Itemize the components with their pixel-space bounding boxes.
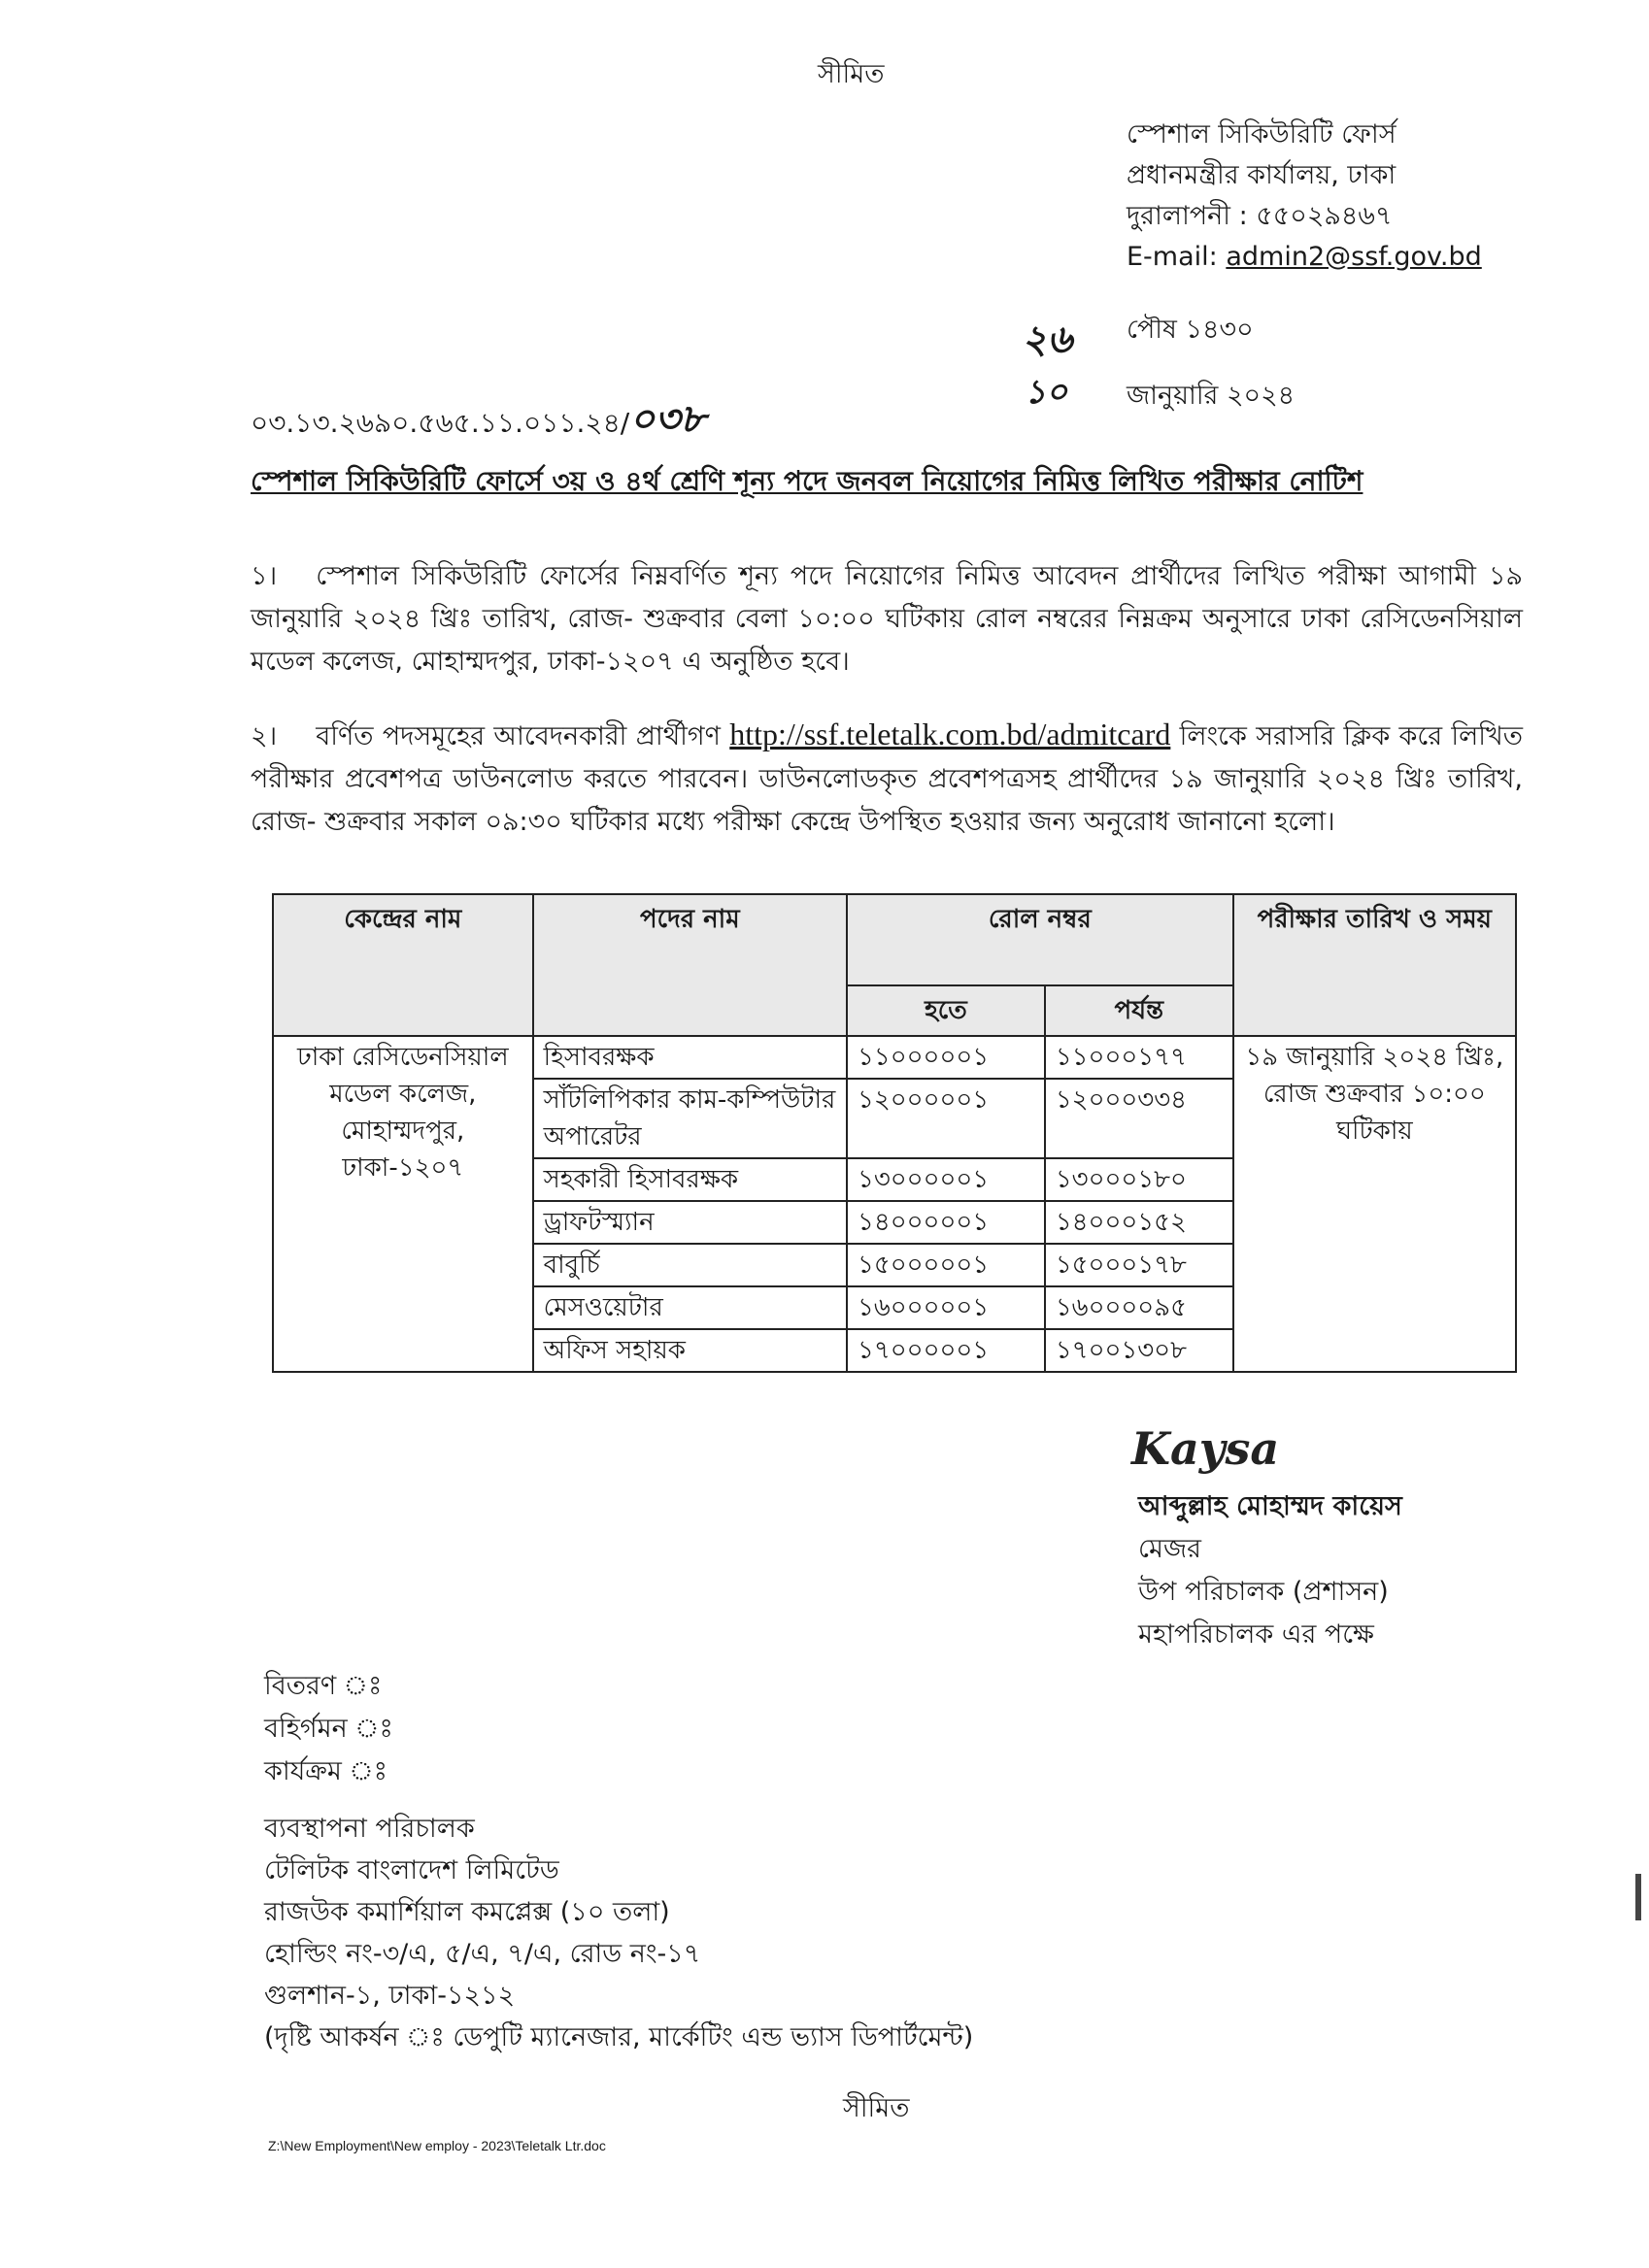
classification-bottom: সীমিত: [843, 2093, 910, 2123]
paragraph-1-number: ১।: [251, 561, 278, 591]
header-roll-to: পর্যন্ত: [1045, 985, 1233, 1036]
sender-email-line: [1127, 237, 1482, 278]
outgoing-line: বহির্গমন ঃ: [264, 1714, 393, 1744]
distribution-block: [264, 1665, 393, 1793]
email-label: E-mail:: [1127, 242, 1227, 272]
signatory-name: আব্দুল্লাহ মোহাম্মদ কায়েস: [1138, 1491, 1402, 1521]
roll-to-cell: ১৫০০০১৭৮: [1045, 1244, 1233, 1286]
roll-to-cell: ১২০০০৩৩৪: [1045, 1079, 1233, 1158]
post-cell: ড্রাফটস্ম্যান: [533, 1201, 847, 1244]
file-path: Z:\New Employment\New employ - 2023\Teletalk Ltr.doc: [268, 2138, 606, 2153]
roll-to-cell: ১৩০০০১৮০: [1045, 1158, 1233, 1201]
handwritten-english-day: ১০: [1025, 373, 1068, 412]
roll-to-cell: ১১০০০১৭৭: [1045, 1036, 1233, 1079]
table-row: [273, 1036, 1516, 1079]
roll-to-cell: ১৬০০০০৯৫: [1045, 1286, 1233, 1329]
paragraph-2: [251, 713, 1523, 844]
paragraph-1-text: স্পেশাল সিকিউরিটি ফোর্সের নিম্নবর্ণিত শূন্য পদে নিয়োগের নিমিত্ত আবেদন প্রার্থীদের লিখিত পরীক্ষা আগামী ১৯ জানুয়ারি ২০২৪ খ্রিঃ তারিখ, রোজ- শুক্রবার বেলা ১০:০০ ঘটিকায় রোল নম্বরের নিম্নক্রম অনুসারে ঢাকা রেসিডেনসিয়াল মডেল কলেজ, মোহাম্মদপুর, ঢাকা-১২০৭ এ অনুষ্ঠিত হবে।: [251, 561, 1523, 677]
post-cell: বাবুর্চি: [533, 1244, 847, 1286]
roll-to-cell: ১৪০০০১৫২: [1045, 1201, 1233, 1244]
recipient-address: [264, 1808, 973, 2058]
recipient-area: গুলশান-১, ঢাকা-১২১২: [264, 1981, 516, 2011]
recipient-attention: (দৃষ্টি আকর্ষন ঃ ডেপুটি ম্যানেজার, মার্কেটিং এন্ড ভ্যাস ডিপার্টমেন্ট): [264, 2022, 974, 2052]
roll-number-table: [272, 893, 1517, 1373]
memo-number-text: ০৩.১৩.২৬৯০.৫৬৫.১১.০১১.২৪/: [251, 407, 630, 439]
bangla-date: পৌষ ১৪৩০: [1127, 315, 1254, 345]
recipient-building: রাজউক কমার্শিয়াল কমপ্লেক্স (১০ তলা): [264, 1897, 670, 1927]
signature-block: [1138, 1485, 1402, 1656]
header-exam-datetime: পরীক্ষার তারিখ ও সময়: [1233, 894, 1516, 1036]
signatory-on-behalf: মহাপরিচালক এর পক্ষে: [1138, 1619, 1374, 1650]
roll-to-cell: ১৭০০১৩০৮: [1045, 1329, 1233, 1372]
sender-block: [1127, 115, 1482, 278]
english-date: জানুয়ারি ২০২৪: [1127, 381, 1296, 411]
memo-number: [251, 388, 705, 453]
header-roll-number: রোল নম্বর: [847, 894, 1233, 985]
roll-from-cell: ১৫০০০০০১: [847, 1244, 1045, 1286]
roll-from-cell: ১৪০০০০০১: [847, 1201, 1045, 1244]
paragraph-2-text-after: লিংকে সরাসরি ক্লিক করে লিখিত পরীক্ষার প্রবেশপত্র ডাউনলোড করতে পারবেন। ডাউনলোডকৃত প্রবেশপত্রসহ প্রার্থীদের ১৯ জানুয়ারি ২০২৪ খ্রিঃ তারিখ, রোজ- শুক্রবার সকাল ০৯:৩০ ঘটিকার মধ্যে পরীক্ষা কেন্দ্রে উপস্থিত হওয়ার জন্য অনুরোধ জানানো হলো।: [251, 721, 1523, 837]
action-line: কার্যক্রম ঃ: [264, 1756, 387, 1786]
post-cell: অফিস সহায়ক: [533, 1329, 847, 1372]
memo-handwritten-suffix: ০৩৮: [629, 396, 706, 442]
recipient-holding: হোল্ডিং নং-৩/এ, ৫/এ, ৭/এ, রোড নং-১৭: [264, 1939, 701, 1969]
email-link[interactable]: admin2@ssf.gov.bd: [1226, 242, 1482, 272]
exam-datetime-cell: ১৯ জানুয়ারি ২০২৪ খ্রিঃ, রোজ শুক্রবার ১০:০০ ঘটিকায়: [1233, 1036, 1516, 1372]
paragraph-2-number: ২।: [251, 721, 278, 751]
distribution-line: বিতরণ ঃ: [264, 1671, 383, 1701]
exam-center-cell: ঢাকা রেসিডেনসিয়াল মডেল কলেজ, মোহাম্মদপুর, ঢাকা-১২০৭: [273, 1036, 533, 1372]
roll-from-cell: ১১০০০০০১: [847, 1036, 1045, 1079]
header-center-name: কেন্দ্রের নাম: [273, 894, 533, 1036]
paragraph-2-text-before: বর্ণিত পদসমূহের আবেদনকারী প্রার্থীগণ: [316, 721, 730, 751]
header-post-name: পদের নাম: [533, 894, 847, 1036]
admit-card-link[interactable]: http://ssf.teletalk.com.bd/admitcard: [729, 717, 1171, 751]
notice-subject: স্পেশাল সিকিউরিটি ফোর্সে ৩য় ও ৪র্থ শ্রেণি শূন্য পদে জনবল নিয়োগের নিমিত্ত লিখিত পরীক্ষার নোটিশ: [251, 465, 1363, 497]
sender-phone: দুরালাপনী : ৫৫০২৯৪৬৭: [1127, 201, 1393, 231]
post-cell: হিসাবরক্ষক: [533, 1036, 847, 1079]
signatory-rank: মেজর: [1138, 1534, 1201, 1564]
roll-from-cell: ১২০০০০০১: [847, 1079, 1045, 1158]
roll-from-cell: ১৬০০০০০১: [847, 1286, 1045, 1329]
recipient-company: টেলিটক বাংলাদেশ লিমিটেড: [264, 1855, 559, 1885]
handwritten-bangla-day: ২৬: [1022, 317, 1073, 362]
recipient-title: ব্যবস্থাপনা পরিচালক: [264, 1814, 475, 1844]
classification-top: সীমিত: [818, 59, 885, 89]
roll-from-cell: ১৩০০০০০১: [847, 1158, 1045, 1201]
sender-org: স্পেশাল সিকিউরিটি ফোর্স: [1127, 119, 1397, 150]
post-cell: মেসওয়েটার: [533, 1286, 847, 1329]
post-cell: সাঁটলিপিকার কাম-কম্পিউটার অপারেটর: [533, 1079, 847, 1158]
handwritten-signature: Kaysa: [1131, 1422, 1280, 1475]
post-cell: সহকারী হিসাবরক্ষক: [533, 1158, 847, 1201]
paragraph-1: [251, 555, 1523, 684]
scan-edge-mark: [1635, 1874, 1641, 1920]
roll-from-cell: ১৭০০০০০১: [847, 1329, 1045, 1372]
header-roll-from: হতে: [847, 985, 1045, 1036]
signatory-designation: উপ পরিচালক (প্রশাসন): [1138, 1577, 1389, 1607]
sender-office: প্রধানমন্ত্রীর কার্যালয়, ঢাকা: [1127, 160, 1397, 190]
